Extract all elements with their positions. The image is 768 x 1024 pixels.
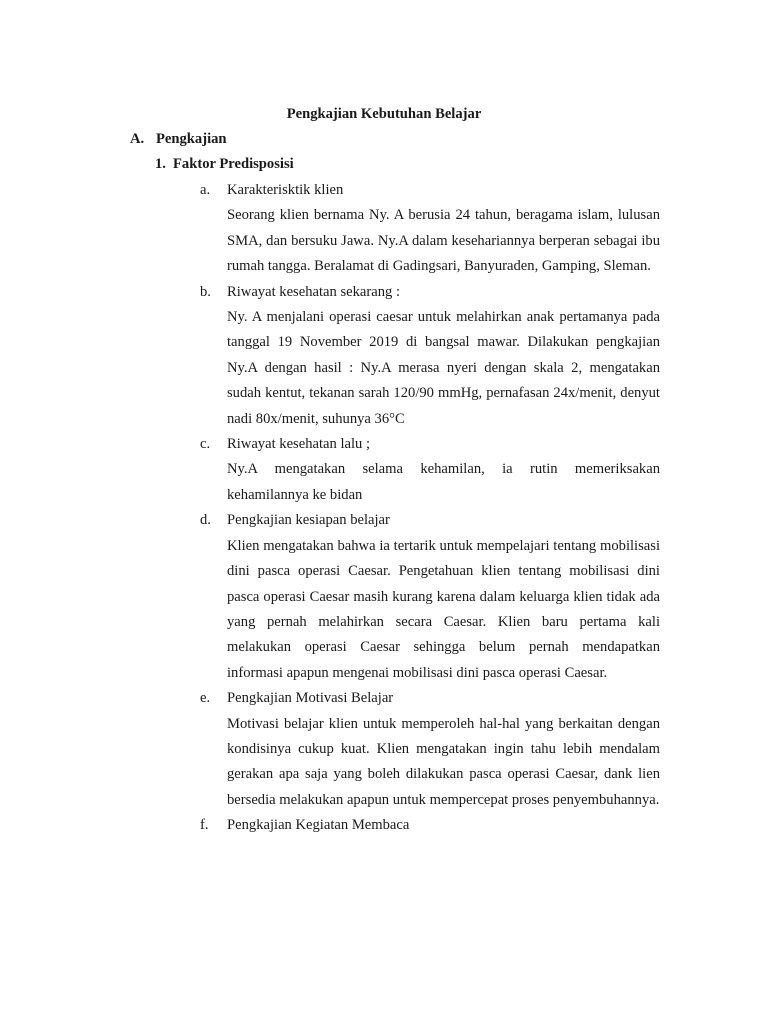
list-item-b: [200, 280, 660, 432]
item-heading: [200, 280, 660, 305]
list-item-a: [200, 178, 660, 280]
section-number: A.: [130, 131, 145, 147]
item-heading: [200, 686, 660, 711]
item-heading-text: Pengkajian kesiapan belajar: [227, 512, 390, 529]
item-list: [200, 178, 660, 839]
item-heading-text: Karakterisktik klien: [227, 182, 344, 198]
section-heading: [130, 129, 227, 149]
item-body: Ny. A menjalani operasi caesar untuk melahirkan anak pertamanya pada tanggal 19 November 2019 di bangsal mawar. Dilakukan pengkajian Ny.A dengan hasil : Ny.A merasa nyeri dengan skala 2, mengatakan sudah kentut, tekanan sarah 120/90 mmHg, pernafasan 24x/menit, denyut nadi 80x/menit, suhunya 36°C: [227, 309, 660, 427]
item-heading-text: Riwayat kesehatan sekarang :: [227, 283, 401, 300]
item-letter: e.: [200, 690, 211, 707]
list-item-d: [200, 508, 660, 686]
item-heading: [200, 508, 660, 533]
item-heading-text: Pengkajian Kegiatan Membaca: [227, 817, 410, 834]
item-body: Klien mengatakan bahwa ia tertarik untuk mempelajari tentang mobilisasi dini pasca operasi Caesar. Pengetahuan klien tentang mobilisasi dini pasca operasi Caesar masih kurang karena dalam keluarga klien tidak ada yang pernah melahirkan secara Caesar. Klien baru pertama kali melakukan operasi Caesar sehingga belum pernah mendapatkan informasi apapun mengenai mobilisasi dini pasca operasi Caesar.: [227, 537, 660, 681]
subsection-heading: [155, 154, 294, 174]
list-item-e: [200, 686, 660, 813]
section-label: Pengkajian: [156, 131, 227, 147]
item-body: Seorang klien bernama Ny. A berusia 24 tahun, beragama islam, lulusan SMA, dan bersuku Jawa. Ny.A dalam kesehariannya berperan sebagai ibu rumah tangga. Beralamat di Gadingsari, Banyuraden, Gamping, Sleman.: [227, 207, 660, 275]
item-heading-text: Riwayat kesehatan lalu ;: [227, 436, 371, 453]
item-letter: f.: [200, 817, 209, 834]
item-body: Motivasi belajar klien untuk memperoleh hal-hal yang berkaitan dengan kondisinya cukup kuat. Klien mengatakan ingin tahu lebih mendalam gerakan apa saja yang boleh dilakukan pasca operasi Caesar, dank lien bersedia melakukan apapun untuk mempercepat proses penyembuhannya.: [227, 715, 660, 808]
subsection-label: Faktor Predisposisi: [173, 156, 294, 172]
item-letter: b.: [200, 283, 211, 300]
document-title: Pengkajian Kebutuhan Belajar: [286, 106, 482, 122]
item-body: Ny.A mengatakan selama kehamilan, ia rutin memeriksakan kehamilannya ke bidan: [227, 461, 660, 503]
item-heading: [200, 432, 660, 457]
item-letter: a.: [200, 182, 211, 198]
item-letter: d.: [200, 512, 211, 529]
item-heading: [200, 813, 660, 838]
list-item-c: [200, 432, 660, 508]
list-item-f: [200, 813, 660, 838]
subsection-number: 1.: [155, 156, 166, 172]
item-letter: c.: [200, 436, 211, 453]
item-heading: [200, 178, 660, 203]
item-heading-text: Pengkajian Motivasi Belajar: [227, 690, 394, 707]
